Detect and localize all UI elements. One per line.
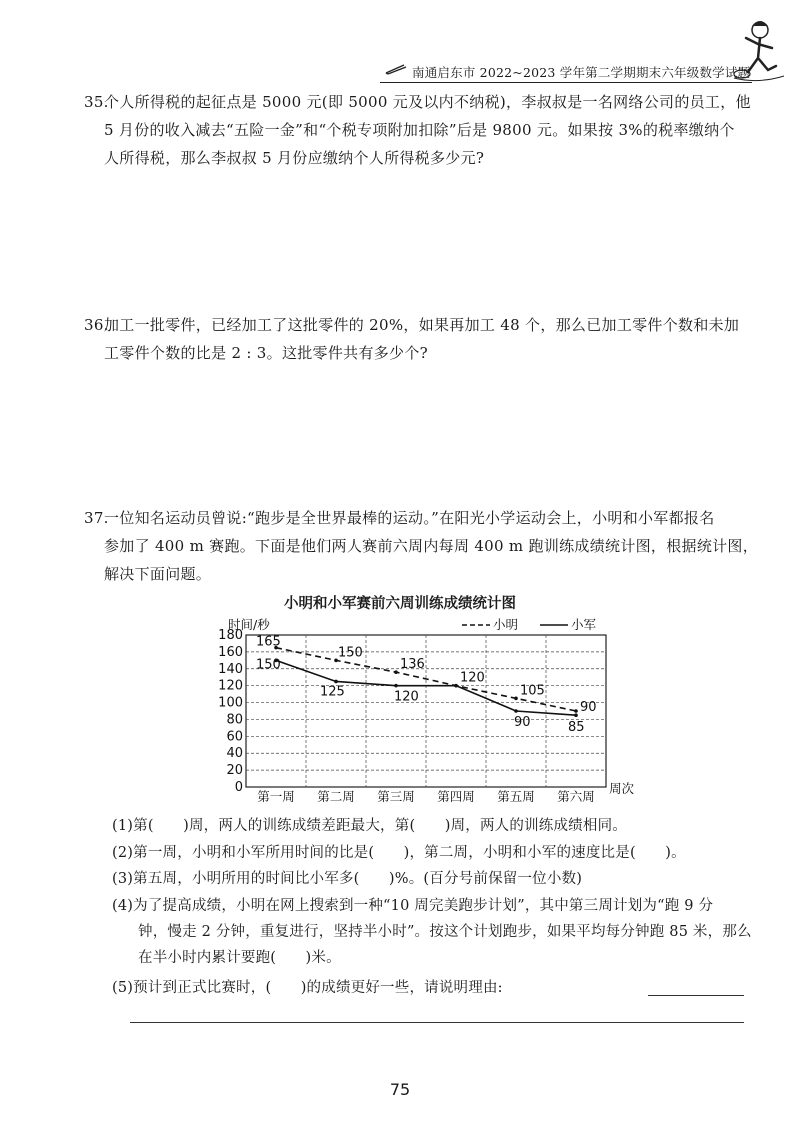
subquestion-1 [112,813,762,839]
legend-label: 小明 [493,617,519,632]
data-label: 90 [514,715,531,730]
data-point [334,680,338,684]
question-text-line: 工零件个数的比是 2 : 3。这批零件共有多少个? [104,344,428,362]
data-label: 165 [256,634,281,650]
subquestion-4 [112,893,762,971]
data-label: 105 [520,683,545,699]
x-tick-label: 第五周 [497,789,535,804]
y-tick-label: 20 [226,763,243,779]
y-tick-label: 80 [226,712,243,728]
data-point [454,684,458,688]
subquestion-text: (2)第一周，小明和小军所用时间的比是( )，第二周，小明和小军的速度比是( )。 [112,845,686,861]
data-label: 120 [460,670,485,686]
y-tick-label: 40 [226,746,243,762]
y-tick-label: 60 [226,729,243,745]
y-tick-label: 180 [218,628,243,643]
x-tick-label: 第四周 [437,789,475,804]
data-label: 85 [568,720,585,736]
data-point [394,670,398,674]
data-label: 150 [338,645,363,661]
subquestion-5 [112,975,762,1001]
y-tick-label: 120 [218,678,243,694]
question-35 [84,88,752,172]
question-number: 36. [84,316,109,334]
question-36 [84,311,752,367]
y-tick-label: 160 [218,644,243,660]
runner-mascot-icon [728,18,788,84]
data-label: 125 [320,684,345,700]
page-header [380,60,752,83]
answer-line[interactable] [130,1022,744,1023]
question-text-line: 个人所得税的起征点是 5000 元(即 5000 元及以内不纳税)，李叔叔是一名网络公司的员工，他 [104,93,751,111]
question-number: 37. [84,509,109,527]
question-text-line: 参加了 400 m 赛跑。下面是他们两人赛前六周内每周 400 m 跑训练成绩统计图，根据统计图， [104,537,759,555]
data-point [574,713,578,717]
x-tick-label: 第六周 [557,789,595,804]
legend-label: 小军 [571,617,597,632]
data-label: 90 [580,700,597,715]
subquestion-text: (3)第五周，小明所用的时间比小军多( )%。(百分号前保留一位小数) [112,871,583,887]
question-text-line: 一位知名运动员曾说:“跑步是全世界最棒的运动。”在阳光小学运动会上，小明和小军都报名 [104,509,715,527]
y-axis-label: 时间/秒 [228,617,270,632]
data-point [514,697,518,701]
chart-title: 小明和小军赛前六周训练成绩统计图 [284,596,516,612]
y-tick-label: 140 [218,661,243,677]
data-point [394,684,398,688]
data-point [574,709,578,713]
y-tick-label: 100 [218,695,243,711]
question-number: 35. [84,93,109,111]
answer-line[interactable] [648,995,744,996]
question-text-line: 人所得税，那么李叔叔 5 月份应缴纳个人所得税多少元? [104,149,485,167]
y-tick-label: 0 [234,780,243,795]
x-tick-label: 第二周 [317,789,355,804]
data-label: 136 [400,657,425,673]
data-label: 150 [256,657,281,673]
subquestion-text: 在半小时内累计要跑( )米。 [138,950,341,966]
line-chart [200,614,635,806]
question-text-line: 解决下面问题。 [104,565,212,583]
header-title: 南通启东市 2022~2023 学年第二学期期末六年级数学试题 [412,65,751,80]
subquestion-text: (1)第( )周，两人的训练成绩差距最大，第( )周，两人的训练成绩相同。 [112,818,627,834]
x-axis-label: 周次 [609,781,635,796]
subquestion-text: (4)为了提高成绩，小明在网上搜索到一种“10 周完美跑步计划”，其中第三周计划为“跑 9 分 [112,898,714,914]
subquestion-2 [112,840,762,866]
subquestion-3 [112,866,762,892]
data-point [514,709,518,713]
question-text-line: 5 月份的收入减去“五险一金”和“个税专项附加扣除”后是 9800 元。如果按 3%的税率缴纳个 [104,121,735,139]
x-tick-label: 第一周 [257,789,295,804]
data-label: 120 [394,689,419,705]
subquestion-text: 钟，慢走 2 分钟，重复进行，坚持半小时”。按这个计划跑步，如果平均每分钟跑 85 米，那么 [138,924,752,940]
page-number: 75 [389,1080,411,1099]
x-tick-label: 第三周 [377,789,415,804]
pen-icon [384,62,408,76]
subquestion-text: (5)预计到正式比赛时，( )的成绩更好一些，请说明理由: [112,980,503,996]
question-text-line: 加工一批零件，已经加工了这批零件的 20%，如果再加工 48 个，那么已加工零件个数和未加 [104,316,740,334]
question-37 [84,504,759,588]
